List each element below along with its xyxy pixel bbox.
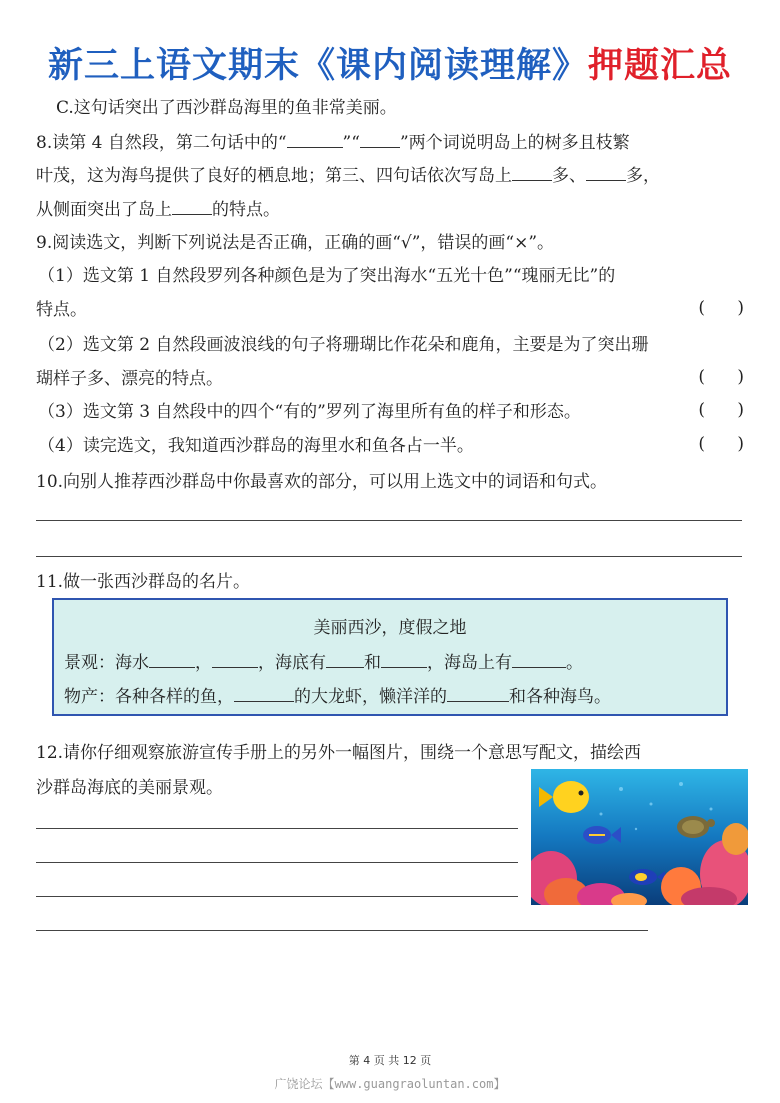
q12-answer-line-4[interactable] [36,930,648,931]
q8-blank-5[interactable] [172,196,212,215]
q12-stem-cont: 沙群岛海底的美丽景观。 [36,778,223,798]
q9-statement-1-cont: 特点。 [36,300,87,320]
q9-answer-4[interactable]: ( ) [698,434,744,454]
card-blank-6[interactable] [234,683,294,702]
q9-answer-2[interactable]: ( ) [698,367,744,387]
card-text: 物产：各种各样的鱼， [64,687,234,707]
q12-answer-line-2[interactable] [36,862,518,863]
footer-site[interactable]: 广饶论坛【www.guangraoluntan.com】 [274,1077,506,1091]
q10-stem: 10.向别人推荐西沙群岛中你最喜欢的部分，可以用上选文中的词语和句式。 [36,472,608,492]
card-text: 的大龙虾，懒洋洋的 [294,687,447,707]
q8-line-2 [36,162,746,188]
card-blank-2[interactable] [212,649,258,668]
business-card [52,598,728,716]
q9-statement-1: （1）选文第 1 自然段罗列各种颜色是为了突出海水“五光十色”“瑰丽无比”的 [38,266,616,286]
q8-text: ”两个词说明岛上的树多且枝繁 [399,133,630,153]
card-blank-3[interactable] [326,649,364,668]
q8-blank-3[interactable] [512,162,552,181]
q11-stem: 11.做一张西沙群岛的名片。 [36,572,251,592]
q9-statement-2-cont: 瑚样子多、漂亮的特点。 [36,369,223,389]
q10-answer-line-1[interactable] [36,520,742,521]
title-part-1: 新三上语文期末 [47,46,300,86]
q10-answer-line-2[interactable] [36,556,742,557]
q9-statement-2: （2）选文第 2 自然段画波浪线的句子将珊瑚比作花朵和鹿角，主要是为了突出珊 [38,335,649,355]
q8-text: 的特点。 [212,200,280,220]
title-part-3: 押题汇总 [588,46,733,86]
card-title: 美丽西沙，度假之地 [313,618,467,638]
q8-blank-2[interactable] [360,129,400,148]
q8-text: 8.读第 4 自然段，第二句话中的“ [36,133,287,153]
q8-text: 从侧面突出了岛上 [36,200,172,220]
card-text: ，海岛上有 [427,653,512,673]
card-text: 和各种海鸟。 [509,687,611,707]
q8-blank-4[interactable] [586,162,626,181]
q8-text: ”“ [342,133,360,153]
card-blank-1[interactable] [149,649,195,668]
q12-stem: 12.请你仔细观察旅游宣传手册上的另外一幅图片，围绕一个意思写配文，描绘西 [36,743,642,763]
page-number: 第 4 页 共 12 页 [348,1054,432,1067]
q8-text: 多， [626,166,660,186]
q8-text: 多、 [552,166,586,186]
card-text: 。 [566,653,583,673]
card-products-line [64,682,611,707]
card-text: ，海底有 [258,653,326,673]
q9-answer-3[interactable]: ( ) [698,400,744,420]
q12-answer-line-1[interactable] [36,828,518,829]
q9-statement-3: （3）选文第 3 自然段中的四个“有的”罗列了海里所有鱼的样子和形态。 [38,402,581,422]
q8-line-1 [36,129,746,155]
q7-option-c: C.这句话突出了西沙群岛海里的鱼非常美丽。 [56,98,397,118]
q12-answer-line-3[interactable] [36,896,518,897]
q9-answer-1[interactable]: ( ) [698,298,744,318]
q8-text: 叶茂，这为海鸟提供了良好的栖息地；第三、四句话依次写岛上 [36,166,512,186]
title-part-2: 《课内阅读理解》 [299,46,588,86]
underwater-coral-reef-photo [531,769,748,905]
card-text: ， [195,653,212,673]
q8-line-3 [36,196,746,222]
q9-stem: 9.阅读选文，判断下列说法是否正确，正确的画“√”，错误的画“×”。 [36,233,555,253]
page-title [0,38,780,88]
card-blank-5[interactable] [512,649,566,668]
card-text: 景观：海水 [64,653,149,673]
card-blank-7[interactable] [447,683,509,702]
q9-statement-4: （4）读完选文，我知道西沙群岛的海里水和鱼各占一半。 [38,436,474,456]
card-text: 和 [364,653,381,673]
card-blank-4[interactable] [381,649,427,668]
q8-blank-1[interactable] [287,129,343,148]
card-scenery-line [64,648,583,673]
